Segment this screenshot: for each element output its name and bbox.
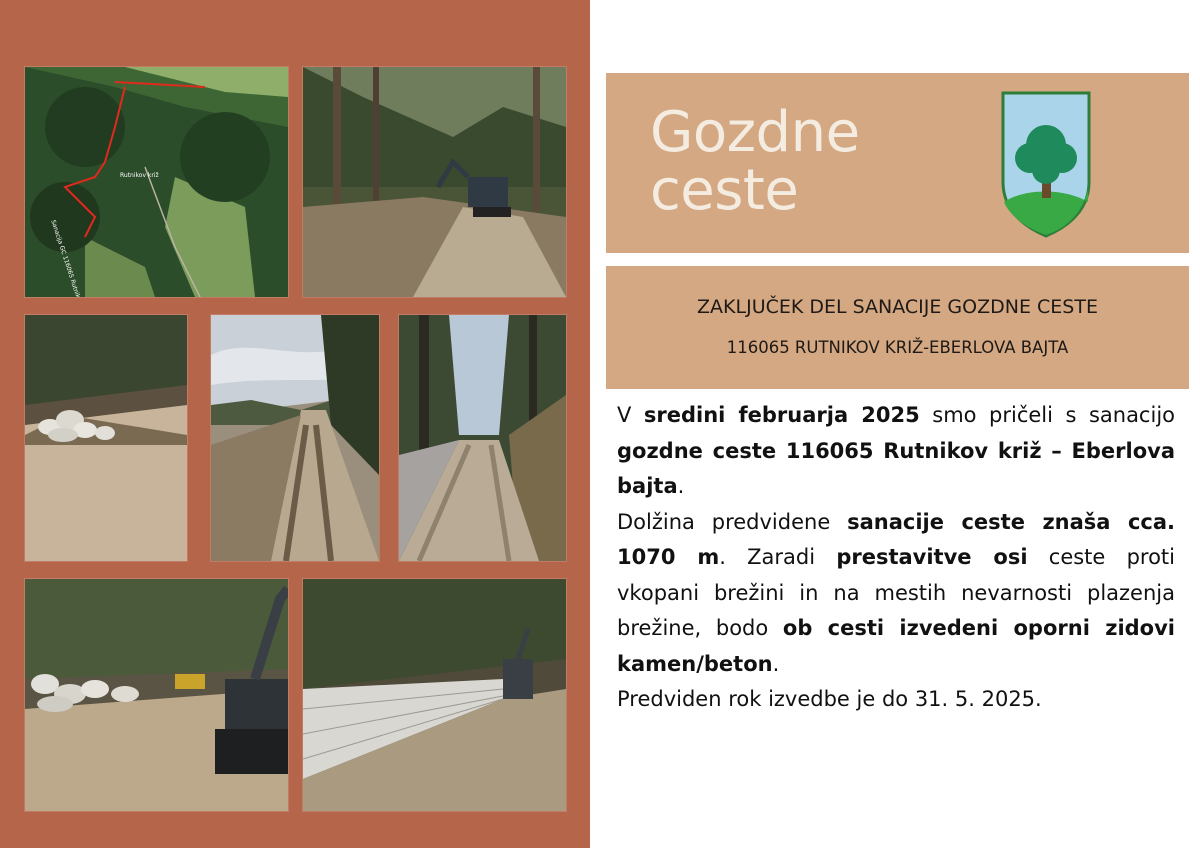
- text-segment: .: [677, 474, 685, 498]
- bold-segment: ob cesti izvedeni oporni zidovi kamen/beton: [617, 616, 1175, 676]
- subtitle-line-1: ZAKLJUČEK DEL SANACIJE GOZDNE CESTE: [697, 296, 1098, 318]
- photo-stones-curve: [24, 314, 188, 562]
- title-line-1: Gozdne: [650, 100, 860, 165]
- map-label-place: Rutnikov križ: [120, 172, 159, 179]
- tree-crest-icon: [1000, 90, 1092, 238]
- paragraph-2: [617, 505, 1175, 683]
- page-title: [650, 100, 860, 223]
- subtitle-line-2: 116065 RUTNIKOV KRIŽ-EBERLOVA BAJTA: [726, 338, 1069, 357]
- body-text: [617, 398, 1175, 718]
- text-segment: ceste proti vkopani brežini in na mestih nevarnosti plazenja brežine, bodo: [617, 545, 1176, 640]
- bold-segment: gozdne ceste 116065 Rutnikov križ – Eberlova bajta: [617, 438, 1175, 498]
- text-segment: . Zaradi: [719, 545, 837, 569]
- paragraph-3: Predviden rok izvedbe je do 31. 5. 2025.: [617, 687, 1042, 711]
- paragraph-1: [617, 398, 1175, 505]
- bold-segment: prestavitve osi: [836, 545, 1028, 569]
- text-segment: .: [772, 651, 780, 676]
- title-line-2: ceste: [650, 158, 799, 223]
- text-segment: smo pričeli s sanacijo: [919, 403, 1175, 427]
- photo-satellite-map: [24, 66, 289, 298]
- text-segment: V: [617, 403, 644, 427]
- photo-excavator-stones: [24, 578, 289, 812]
- subtitle-banner: [606, 266, 1189, 389]
- text-segment: Dolžina predvidene: [617, 509, 848, 534]
- photo-road-forest: [398, 314, 567, 562]
- photo-retaining-wall: [302, 578, 567, 812]
- bold-segment: sanacije ceste znaša cca. 1070 m: [617, 509, 1176, 569]
- photo-excavator-forest: [302, 66, 567, 298]
- bold-segment: sredini februarja 2025: [643, 403, 920, 427]
- photo-road-sky: [210, 314, 380, 562]
